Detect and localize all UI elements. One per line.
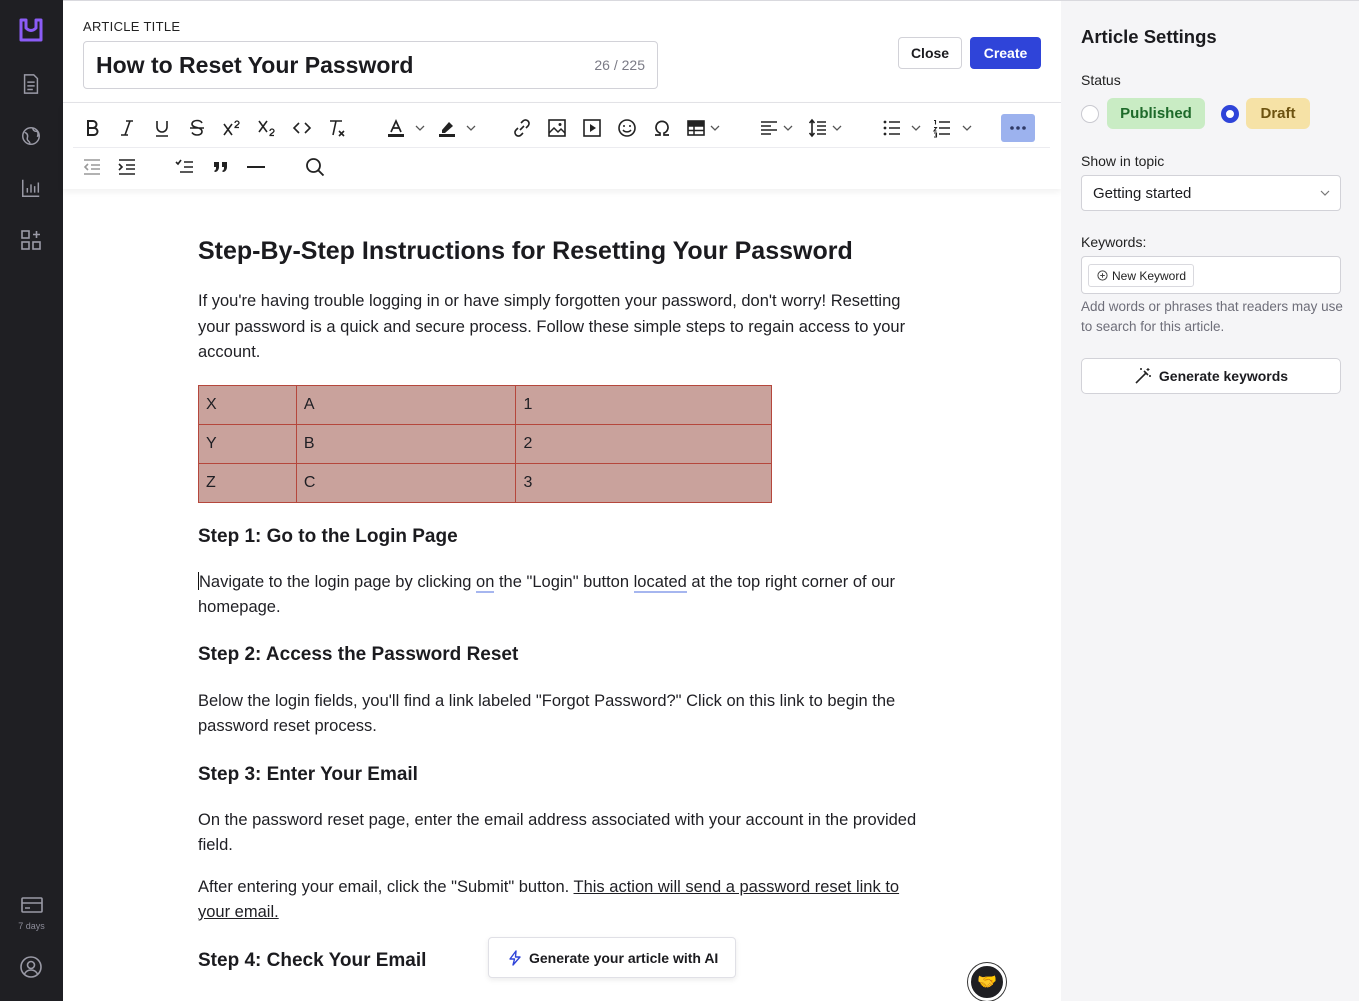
generate-with-ai-label: Generate your article with AI [529, 949, 719, 966]
line-height-dropdown-icon[interactable] [831, 114, 843, 142]
article-settings-panel [1061, 0, 1359, 1001]
status-draft-badge[interactable]: Draft [1246, 98, 1310, 129]
table-icon[interactable] [682, 114, 710, 142]
image-icon[interactable] [543, 114, 571, 142]
article-title-value: How to Reset Your Password [96, 52, 414, 78]
step1-text-e: at the top right corner of our homepage. [198, 572, 896, 616]
table-cell[interactable]: 1 [516, 385, 772, 424]
status-published-badge[interactable]: Published [1107, 98, 1205, 129]
link-icon[interactable] [508, 114, 536, 142]
more-icon[interactable] [1001, 114, 1035, 142]
checklist-icon[interactable] [171, 153, 199, 181]
new-keyword-chip[interactable] [1088, 264, 1194, 287]
quote-icon[interactable] [207, 153, 235, 181]
help-chat-icon[interactable]: 🤝 [968, 963, 1006, 1001]
add-circle-icon [1097, 270, 1108, 281]
globe-icon[interactable] [18, 123, 44, 149]
document-icon[interactable] [18, 71, 44, 97]
highlight-icon[interactable] [433, 114, 461, 142]
trial-days-label: 7 days [18, 921, 45, 931]
table-row [199, 463, 772, 502]
search-icon[interactable] [301, 153, 329, 181]
table-row [199, 385, 772, 424]
highlight-dropdown-icon[interactable] [465, 114, 477, 142]
editor-toolbar [63, 103, 1061, 189]
table-row [199, 424, 772, 463]
underline-icon[interactable] [148, 114, 176, 142]
article-body[interactable] [198, 231, 928, 975]
bullet-list-dropdown-icon[interactable] [910, 114, 922, 142]
status-label: Status [1081, 72, 1121, 88]
title-char-count: 26 / 225 [594, 57, 645, 73]
table-cell[interactable]: Y [199, 424, 297, 463]
italic-icon[interactable] [113, 114, 141, 142]
table-cell[interactable]: Z [199, 463, 297, 502]
text-color-icon[interactable] [382, 114, 410, 142]
topic-label: Show in topic [1081, 153, 1165, 169]
line-height-icon[interactable] [804, 114, 832, 142]
generate-with-ai-button[interactable] [488, 937, 736, 978]
table-cell[interactable]: 3 [516, 463, 772, 502]
table-cell[interactable]: 2 [516, 424, 772, 463]
article-title-input[interactable] [83, 41, 658, 89]
subscript-icon[interactable] [253, 114, 281, 142]
article-title-label: ARTICLE TITLE [83, 19, 181, 34]
magic-wand-icon [1134, 367, 1152, 385]
topic-select-value: Getting started [1093, 185, 1192, 202]
create-button[interactable]: Create [970, 37, 1041, 69]
omega-icon[interactable] [648, 114, 676, 142]
superscript-icon[interactable] [218, 114, 246, 142]
billing-trial[interactable] [8, 896, 55, 931]
close-button[interactable]: Close [898, 37, 962, 69]
clear-format-icon[interactable] [323, 114, 351, 142]
billing-card-icon [20, 896, 44, 914]
keywords-hint: Add words or phrases that readers may use to search for this article. [1081, 299, 1343, 334]
logo-icon[interactable] [17, 16, 45, 44]
spellcheck-word[interactable]: located [633, 572, 687, 591]
bullet-list-icon[interactable] [878, 114, 906, 142]
step3-text-plain: After entering your email, click the "Submit" button. [198, 877, 574, 896]
numbered-list-dropdown-icon[interactable] [961, 114, 973, 142]
step1-text-a: Navigate to the login page by clicking [199, 572, 477, 591]
indent-icon[interactable] [113, 153, 141, 181]
table-cell[interactable]: A [296, 385, 516, 424]
step1-heading: Step 1: Go to the Login Page [198, 525, 458, 547]
status-draft-radio[interactable] [1221, 105, 1239, 123]
step1-paragraph [198, 570, 928, 621]
step3-heading: Step 3: Enter Your Email [198, 763, 418, 785]
keywords-label: Keywords: [1081, 234, 1147, 250]
table-cell[interactable]: C [296, 463, 516, 502]
step1-text-c: the "Login" button [494, 572, 634, 591]
step2-paragraph: Below the login fields, you'll find a link labeled "Forgot Password?" Click on this link to begin the password reset process. [198, 691, 896, 735]
keywords-input[interactable] [1081, 256, 1341, 294]
horizontal-rule-icon[interactable] [242, 153, 270, 181]
article-table[interactable] [198, 385, 772, 503]
lightning-icon [507, 950, 523, 966]
underlined-text[interactable]: This action will send a password reset link to your email. [198, 877, 900, 921]
new-keyword-label: New Keyword [1112, 268, 1187, 283]
topic-select[interactable] [1081, 175, 1341, 211]
chevron-down-icon [1320, 188, 1330, 198]
status-published-radio[interactable] [1081, 105, 1099, 123]
strikethrough-icon[interactable] [183, 114, 211, 142]
table-cell[interactable]: X [199, 385, 297, 424]
outdent-icon[interactable] [78, 153, 106, 181]
generate-keywords-label: Generate keywords [1158, 368, 1289, 384]
numbered-list-icon[interactable] [928, 114, 956, 142]
emoji-icon[interactable] [613, 114, 641, 142]
spellcheck-word[interactable]: on [476, 572, 495, 591]
code-icon[interactable] [288, 114, 316, 142]
align-left-icon[interactable] [755, 114, 783, 142]
user-icon[interactable] [18, 954, 44, 980]
chart-icon[interactable] [18, 175, 44, 201]
table-cell[interactable]: B [296, 424, 516, 463]
video-icon[interactable] [578, 114, 606, 142]
step2-heading: Step 2: Access the Password Reset [198, 643, 519, 665]
toolbar-row-divider [73, 147, 1050, 148]
step3-paragraph-2 [198, 875, 928, 926]
editor-pane [63, 0, 1061, 1001]
apps-icon[interactable] [18, 227, 44, 253]
step4-heading: Step 4: Check Your Email [198, 949, 427, 971]
bold-icon[interactable] [78, 114, 106, 142]
article-heading: Step-By-Step Instructions for Resetting Your Password [198, 237, 853, 265]
settings-title: Article Settings [1081, 26, 1217, 47]
align-dropdown-icon[interactable] [782, 114, 794, 142]
generate-keywords-button[interactable] [1081, 358, 1341, 394]
text-color-dropdown-icon[interactable] [414, 114, 426, 142]
article-intro: If you're having trouble logging in or have simply forgotten your password, don't worry! Resetting your password is a quick and secure process. Follow these simple steps to regain access to your account. [198, 292, 906, 361]
table-dropdown-icon[interactable] [709, 114, 721, 142]
left-rail [0, 0, 63, 1001]
step3-paragraph: On the password reset page, enter the email address associated with your account in the provided field. [198, 810, 917, 854]
